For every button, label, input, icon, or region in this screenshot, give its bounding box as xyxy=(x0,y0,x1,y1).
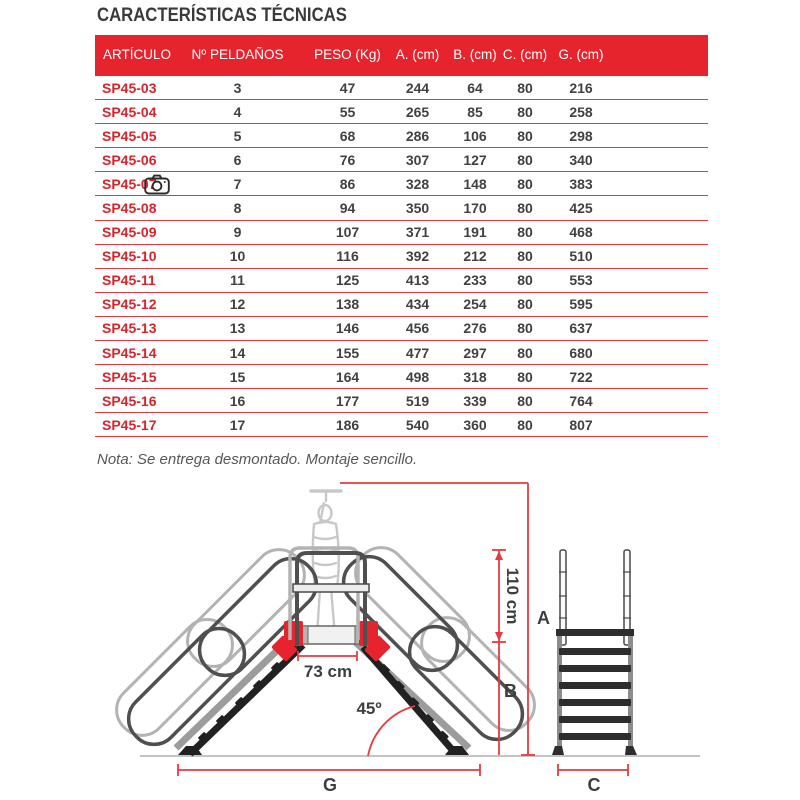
col-header-articulo: ARTÍCULO xyxy=(103,47,172,63)
peso-cell: 76 xyxy=(339,151,356,168)
a-cell: 350 xyxy=(405,200,430,217)
table-row xyxy=(95,76,708,100)
dim-label-c: C xyxy=(587,775,601,795)
peldanos-cell: 9 xyxy=(233,224,242,241)
table-row xyxy=(95,244,708,268)
a-cell: 371 xyxy=(405,224,430,241)
table-row xyxy=(95,220,708,244)
g-cell: 340 xyxy=(569,151,593,168)
c-cell: 80 xyxy=(517,296,533,313)
col-header-peso: PESO (Kg) xyxy=(314,47,381,63)
col-header-b: B. (cm) xyxy=(453,47,497,63)
g-cell: 722 xyxy=(569,368,593,385)
peso-cell: 186 xyxy=(335,416,360,433)
peldanos-cell: 5 xyxy=(233,127,242,144)
peso-cell: 138 xyxy=(335,296,360,313)
peldanos-cell: 3 xyxy=(233,79,242,96)
c-cell: 80 xyxy=(517,103,533,120)
b-cell: 64 xyxy=(467,79,483,96)
g-cell: 807 xyxy=(569,416,593,433)
peso-cell: 155 xyxy=(335,344,360,361)
g-cell: 510 xyxy=(569,248,593,265)
platform-deck xyxy=(301,626,362,644)
b-cell: 85 xyxy=(467,103,483,120)
articulo-cell: SP45-12 xyxy=(102,296,157,313)
articulo-cell: SP45-09 xyxy=(102,224,157,241)
peso-cell: 164 xyxy=(335,368,360,385)
peldanos-cell: 8 xyxy=(233,200,242,217)
col-header-spacer xyxy=(612,35,708,76)
b-cell: 254 xyxy=(463,296,487,313)
dim-label-a: A xyxy=(537,608,550,628)
ladder-front-view xyxy=(552,550,637,755)
peldanos-cell: 6 xyxy=(233,151,242,168)
peso-cell: 86 xyxy=(339,175,356,192)
peso-cell: 55 xyxy=(339,103,356,120)
peso-cell: 94 xyxy=(339,200,356,217)
col-header-c: C. (cm) xyxy=(502,47,548,63)
g-cell: 468 xyxy=(569,224,593,241)
c-cell: 80 xyxy=(517,127,533,144)
table-row xyxy=(95,172,708,196)
c-cell: 80 xyxy=(517,368,533,385)
b-cell: 297 xyxy=(463,344,487,361)
peldanos-cell: 7 xyxy=(233,175,242,192)
c-cell: 80 xyxy=(517,392,533,409)
articulo-cell: SP45-15 xyxy=(102,368,157,385)
table-row xyxy=(95,292,708,316)
g-cell: 298 xyxy=(569,127,593,144)
a-cell: 307 xyxy=(405,151,430,168)
page-title: CARACTERÍSTICAS TÉCNICAS xyxy=(97,5,347,26)
b-cell: 233 xyxy=(463,272,487,289)
a-cell: 328 xyxy=(405,175,430,192)
peldanos-cell: 12 xyxy=(229,296,246,313)
a-cell: 265 xyxy=(405,103,430,120)
articulo-cell: SP45-10 xyxy=(102,248,157,265)
g-cell: 216 xyxy=(569,79,593,96)
peldanos-cell: 17 xyxy=(229,416,246,433)
apex-mid-bar xyxy=(293,584,369,592)
g-cell: 258 xyxy=(569,103,593,120)
c-cell: 80 xyxy=(517,416,533,433)
peldanos-cell: 14 xyxy=(229,344,246,361)
peldanos-cell: 16 xyxy=(229,392,246,409)
table-row xyxy=(95,196,708,220)
g-cell: 595 xyxy=(569,296,593,313)
peldanos-cell: 15 xyxy=(229,368,246,385)
peso-cell: 177 xyxy=(335,392,360,409)
c-cell: 80 xyxy=(517,79,533,96)
c-cell: 80 xyxy=(517,151,533,168)
articulo-cell: SP45-17 xyxy=(102,416,157,433)
articulo-label: SP45-07 xyxy=(102,175,157,192)
table-row xyxy=(95,148,708,172)
c-cell: 80 xyxy=(517,248,533,265)
a-cell: 413 xyxy=(405,272,430,289)
c-cell: 80 xyxy=(517,344,533,361)
a-cell: 244 xyxy=(405,79,430,96)
a-cell: 434 xyxy=(405,296,430,313)
g-cell: 425 xyxy=(569,200,593,217)
specs-table xyxy=(95,35,708,437)
a-cell: 286 xyxy=(405,127,430,144)
a-cell: 456 xyxy=(405,320,430,337)
articulo-cell: SP45-06 xyxy=(102,151,157,168)
articulo-cell: SP45-05 xyxy=(102,127,157,144)
peldanos-cell: 4 xyxy=(233,103,242,120)
articulo-cell: SP45-14 xyxy=(102,344,157,361)
articulo-cell: SP45-13 xyxy=(102,320,157,337)
dim-label-height-110: 110 cm xyxy=(503,567,522,625)
b-cell: 212 xyxy=(463,248,487,265)
col-header-a: A. (cm) xyxy=(395,47,440,63)
dim-label-g: G xyxy=(322,775,338,795)
peldanos-cell: 11 xyxy=(230,272,245,289)
peldanos-cell: 13 xyxy=(229,320,246,337)
articulo-cell: SP45-16 xyxy=(102,392,157,409)
table-row xyxy=(95,316,708,340)
person-figure xyxy=(311,491,341,640)
a-cell: 540 xyxy=(405,416,430,433)
c-cell: 80 xyxy=(517,200,533,217)
g-cell: 764 xyxy=(569,392,593,409)
peso-cell: 68 xyxy=(339,127,356,144)
articulo-cell: SP45-11 xyxy=(102,272,156,289)
b-cell: 318 xyxy=(463,368,487,385)
b-cell: 339 xyxy=(463,392,487,409)
articulo-cell: SP45-04 xyxy=(102,103,157,120)
table-row xyxy=(95,268,708,292)
c-cell: 80 xyxy=(517,175,533,192)
camera-icon[interactable] xyxy=(144,174,170,198)
dim-label-b: B xyxy=(504,681,517,701)
b-cell: 127 xyxy=(463,151,487,168)
table-header-row xyxy=(95,35,708,76)
g-cell: 637 xyxy=(569,320,593,337)
g-cell: 383 xyxy=(569,175,593,192)
a-cell: 519 xyxy=(405,392,430,409)
articulo-cell xyxy=(95,172,165,196)
table-row xyxy=(95,413,708,437)
table-row xyxy=(95,124,708,148)
a-cell: 477 xyxy=(405,344,430,361)
product-diagram xyxy=(0,470,800,800)
c-cell: 80 xyxy=(517,224,533,241)
table-row xyxy=(95,100,708,124)
g-cell: 553 xyxy=(569,272,593,289)
dim-label-platform-width: 73 cm xyxy=(303,662,353,681)
assembly-note: Nota: Se entrega desmontado. Montaje sencillo. xyxy=(97,451,418,468)
b-cell: 276 xyxy=(463,320,487,337)
peso-cell: 47 xyxy=(339,79,356,96)
b-cell: 148 xyxy=(463,175,487,192)
table-row xyxy=(95,389,708,413)
b-cell: 106 xyxy=(463,127,487,144)
dim-label-angle: 45º xyxy=(356,699,382,718)
c-cell: 80 xyxy=(517,272,533,289)
table-row xyxy=(95,341,708,365)
peso-cell: 125 xyxy=(335,272,360,289)
c-cell: 80 xyxy=(517,320,533,337)
a-cell: 498 xyxy=(405,368,430,385)
articulo-cell: SP45-03 xyxy=(102,79,157,96)
table-row xyxy=(95,365,708,389)
peso-cell: 146 xyxy=(335,320,360,337)
b-cell: 170 xyxy=(463,200,487,217)
col-header-peldanos: Nº PELDAÑOS xyxy=(191,47,284,63)
peso-cell: 116 xyxy=(336,248,359,265)
b-cell: 191 xyxy=(463,224,487,241)
b-cell: 360 xyxy=(463,416,487,433)
g-cell: 680 xyxy=(569,344,593,361)
col-header-g: G. (cm) xyxy=(558,47,604,63)
peso-cell: 107 xyxy=(335,224,360,241)
peldanos-cell: 10 xyxy=(229,248,246,265)
articulo-cell: SP45-08 xyxy=(102,200,157,217)
a-cell: 392 xyxy=(405,248,430,265)
